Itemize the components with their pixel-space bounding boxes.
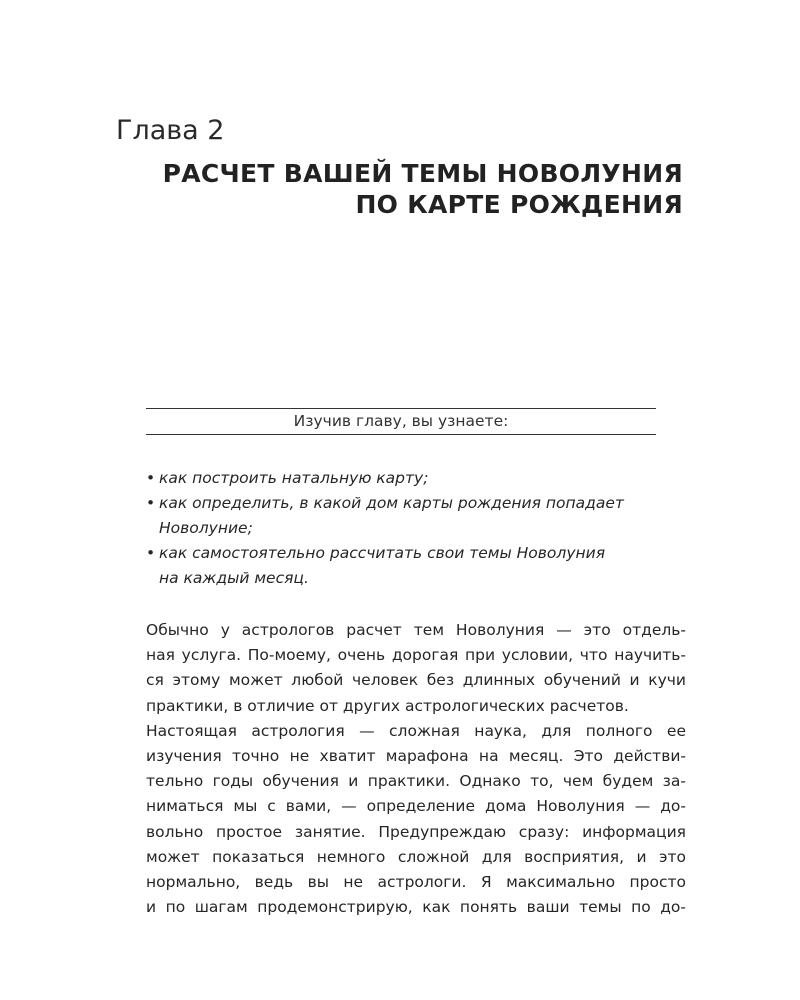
chapter-title <box>83 158 683 220</box>
learning-outcomes-list <box>146 466 691 591</box>
chapter-title-line: ПО КАРТЕ РОЖДЕНИЯ <box>355 190 683 219</box>
learn-heading: Изучив главу, вы узнаете: <box>293 412 509 430</box>
text-line: изучения точно не хватит марафона на месяц. Это действи- <box>146 747 686 766</box>
text-line: Обычно у астрологов расчет тем Новолуния — это отдель- <box>146 621 686 639</box>
bottom-divider <box>146 434 656 435</box>
text-line: тельно годы обучения и практики. Однако то, чем будем за- <box>146 772 686 791</box>
list-item-text: Новолуние; <box>159 519 253 537</box>
text-line: нормально, ведь вы не астрологи. Я максимально просто <box>146 873 686 892</box>
body-text <box>146 618 686 920</box>
list-item <box>146 491 691 541</box>
text-line: практики, в отличие от других астрологических расчетов. <box>146 696 629 715</box>
text-line: ся этому может любой человек без длинных обучений и кучи <box>146 671 686 690</box>
list-item <box>146 466 691 491</box>
bullet-icon: • <box>146 544 156 562</box>
bullet-icon: • <box>146 469 156 487</box>
paragraph <box>146 618 686 719</box>
list-item-text: как построить натальную карту; <box>159 469 429 487</box>
list-item-text: как самостоятельно рассчитать свои темы Новолуния <box>159 544 606 562</box>
text-line: может показаться немного сложной для восприятия, и это <box>146 847 686 866</box>
text-line: Настоящая астрология — сложная наука, для полного ее <box>146 721 686 740</box>
list-item <box>146 541 691 591</box>
top-divider <box>146 408 656 409</box>
text-line: и по шагам продемонстрирую, как понять ваши темы по до- <box>146 898 686 917</box>
list-item-text: как определить, в какой дом карты рождения попадает <box>159 494 624 512</box>
text-line: ниматься мы с вами, — определение дома Новолуния — до- <box>146 797 686 816</box>
text-line: ная услуга. По-моему, очень дорогая при условии, что научить- <box>146 646 686 665</box>
list-item-text: на каждый месяц. <box>159 569 309 587</box>
chapter-label: Глава 2 <box>116 115 225 146</box>
paragraph <box>146 719 686 921</box>
bullet-icon: • <box>146 494 156 512</box>
text-line: вольно простое занятие. Предупреждаю сразу: информация <box>146 822 686 841</box>
chapter-title-line: РАСЧЕТ ВАШЕЙ ТЕМЫ НОВОЛУНИЯ <box>162 159 683 188</box>
